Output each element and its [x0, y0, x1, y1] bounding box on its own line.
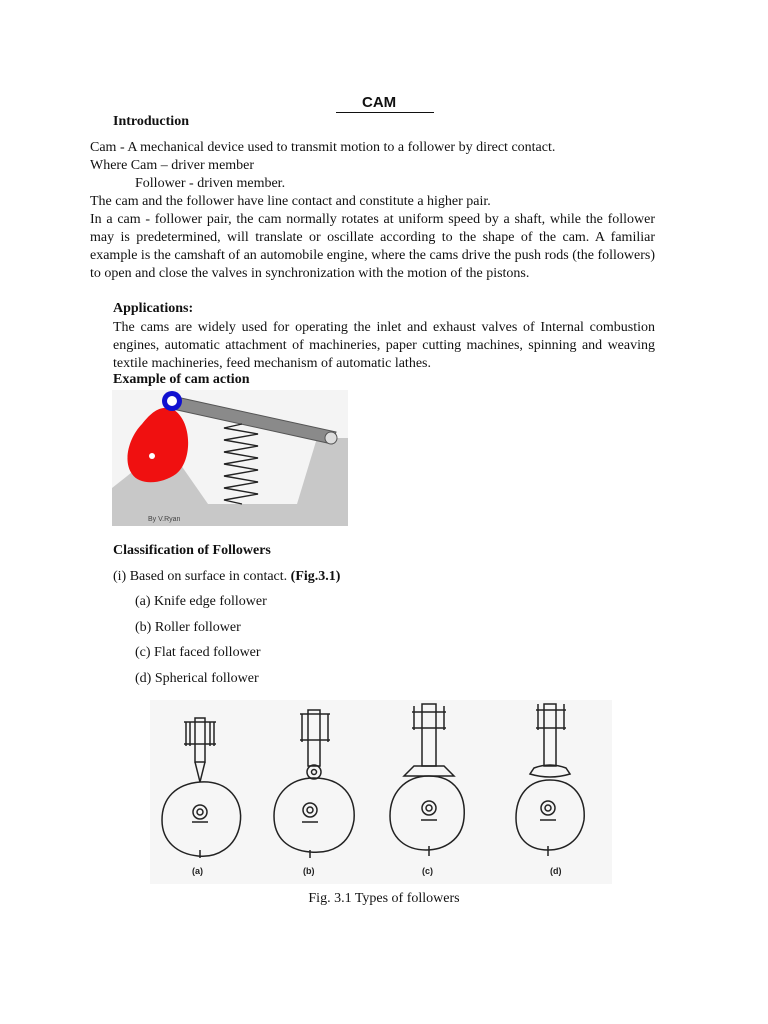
intro-paragraph: In a cam - follower pair, the cam normally rotates at uniform speed by a shaft, while the follower may is predetermined, will translate or oscillate according to the shape of the cam. A familiar example is the camshaft of an automobile engine, where the cams drive the push rods (the followers) to open and close the valves in synchronization with the motion of the pistons. [90, 212, 655, 281]
follower-type-c: (c) Flat faced follower [135, 645, 261, 660]
classification-intro [113, 569, 340, 585]
figure-label-d: (d) [550, 866, 562, 876]
classification-intro-text: (i) Based on surface in contact. [113, 569, 288, 584]
page-title: CAM [362, 94, 397, 111]
followers-figure [150, 700, 612, 884]
figure-label-b: (b) [303, 866, 315, 876]
figure-label-a: (a) [192, 866, 203, 876]
cam-action-illustration [112, 390, 348, 526]
pivot-icon [325, 432, 337, 444]
intro-line-2: Where Cam – driver member [90, 158, 255, 173]
example-heading: Example of cam action [113, 372, 250, 387]
figure-label-c: (c) [422, 866, 433, 876]
intro-line-4: The cam and the follower have line contact and constitute a higher pair. [90, 194, 491, 209]
intro-heading: Introduction [113, 114, 189, 129]
intro-line-3: Follower - driven member. [135, 176, 286, 191]
follower-type-b: (b) Roller follower [135, 620, 241, 635]
classification-ref: (Fig.3.1) [290, 569, 341, 584]
applications-text: The cams are widely used for operating the inlet and exhaust valves of Internal combustion engines, automatic attachment of machineries, paper cutting machines, spinning and weaving textile machineries, feed mechanism of automatic lathes. [113, 320, 655, 371]
follower-type-a: (a) Knife edge follower [135, 594, 267, 609]
classification-heading: Classification of Followers [113, 543, 271, 558]
applications-heading: Applications: [113, 301, 194, 316]
follower-type-d: (d) Spherical follower [135, 671, 259, 686]
image-credit: By V.Ryan [148, 516, 181, 523]
title-underline [336, 112, 434, 113]
cam-shaft-icon [149, 453, 155, 459]
figure-caption: Fig. 3.1 Types of followers [308, 891, 460, 906]
intro-line-1: Cam - A mechanical device used to transmit motion to a follower by direct contact. [90, 140, 556, 155]
